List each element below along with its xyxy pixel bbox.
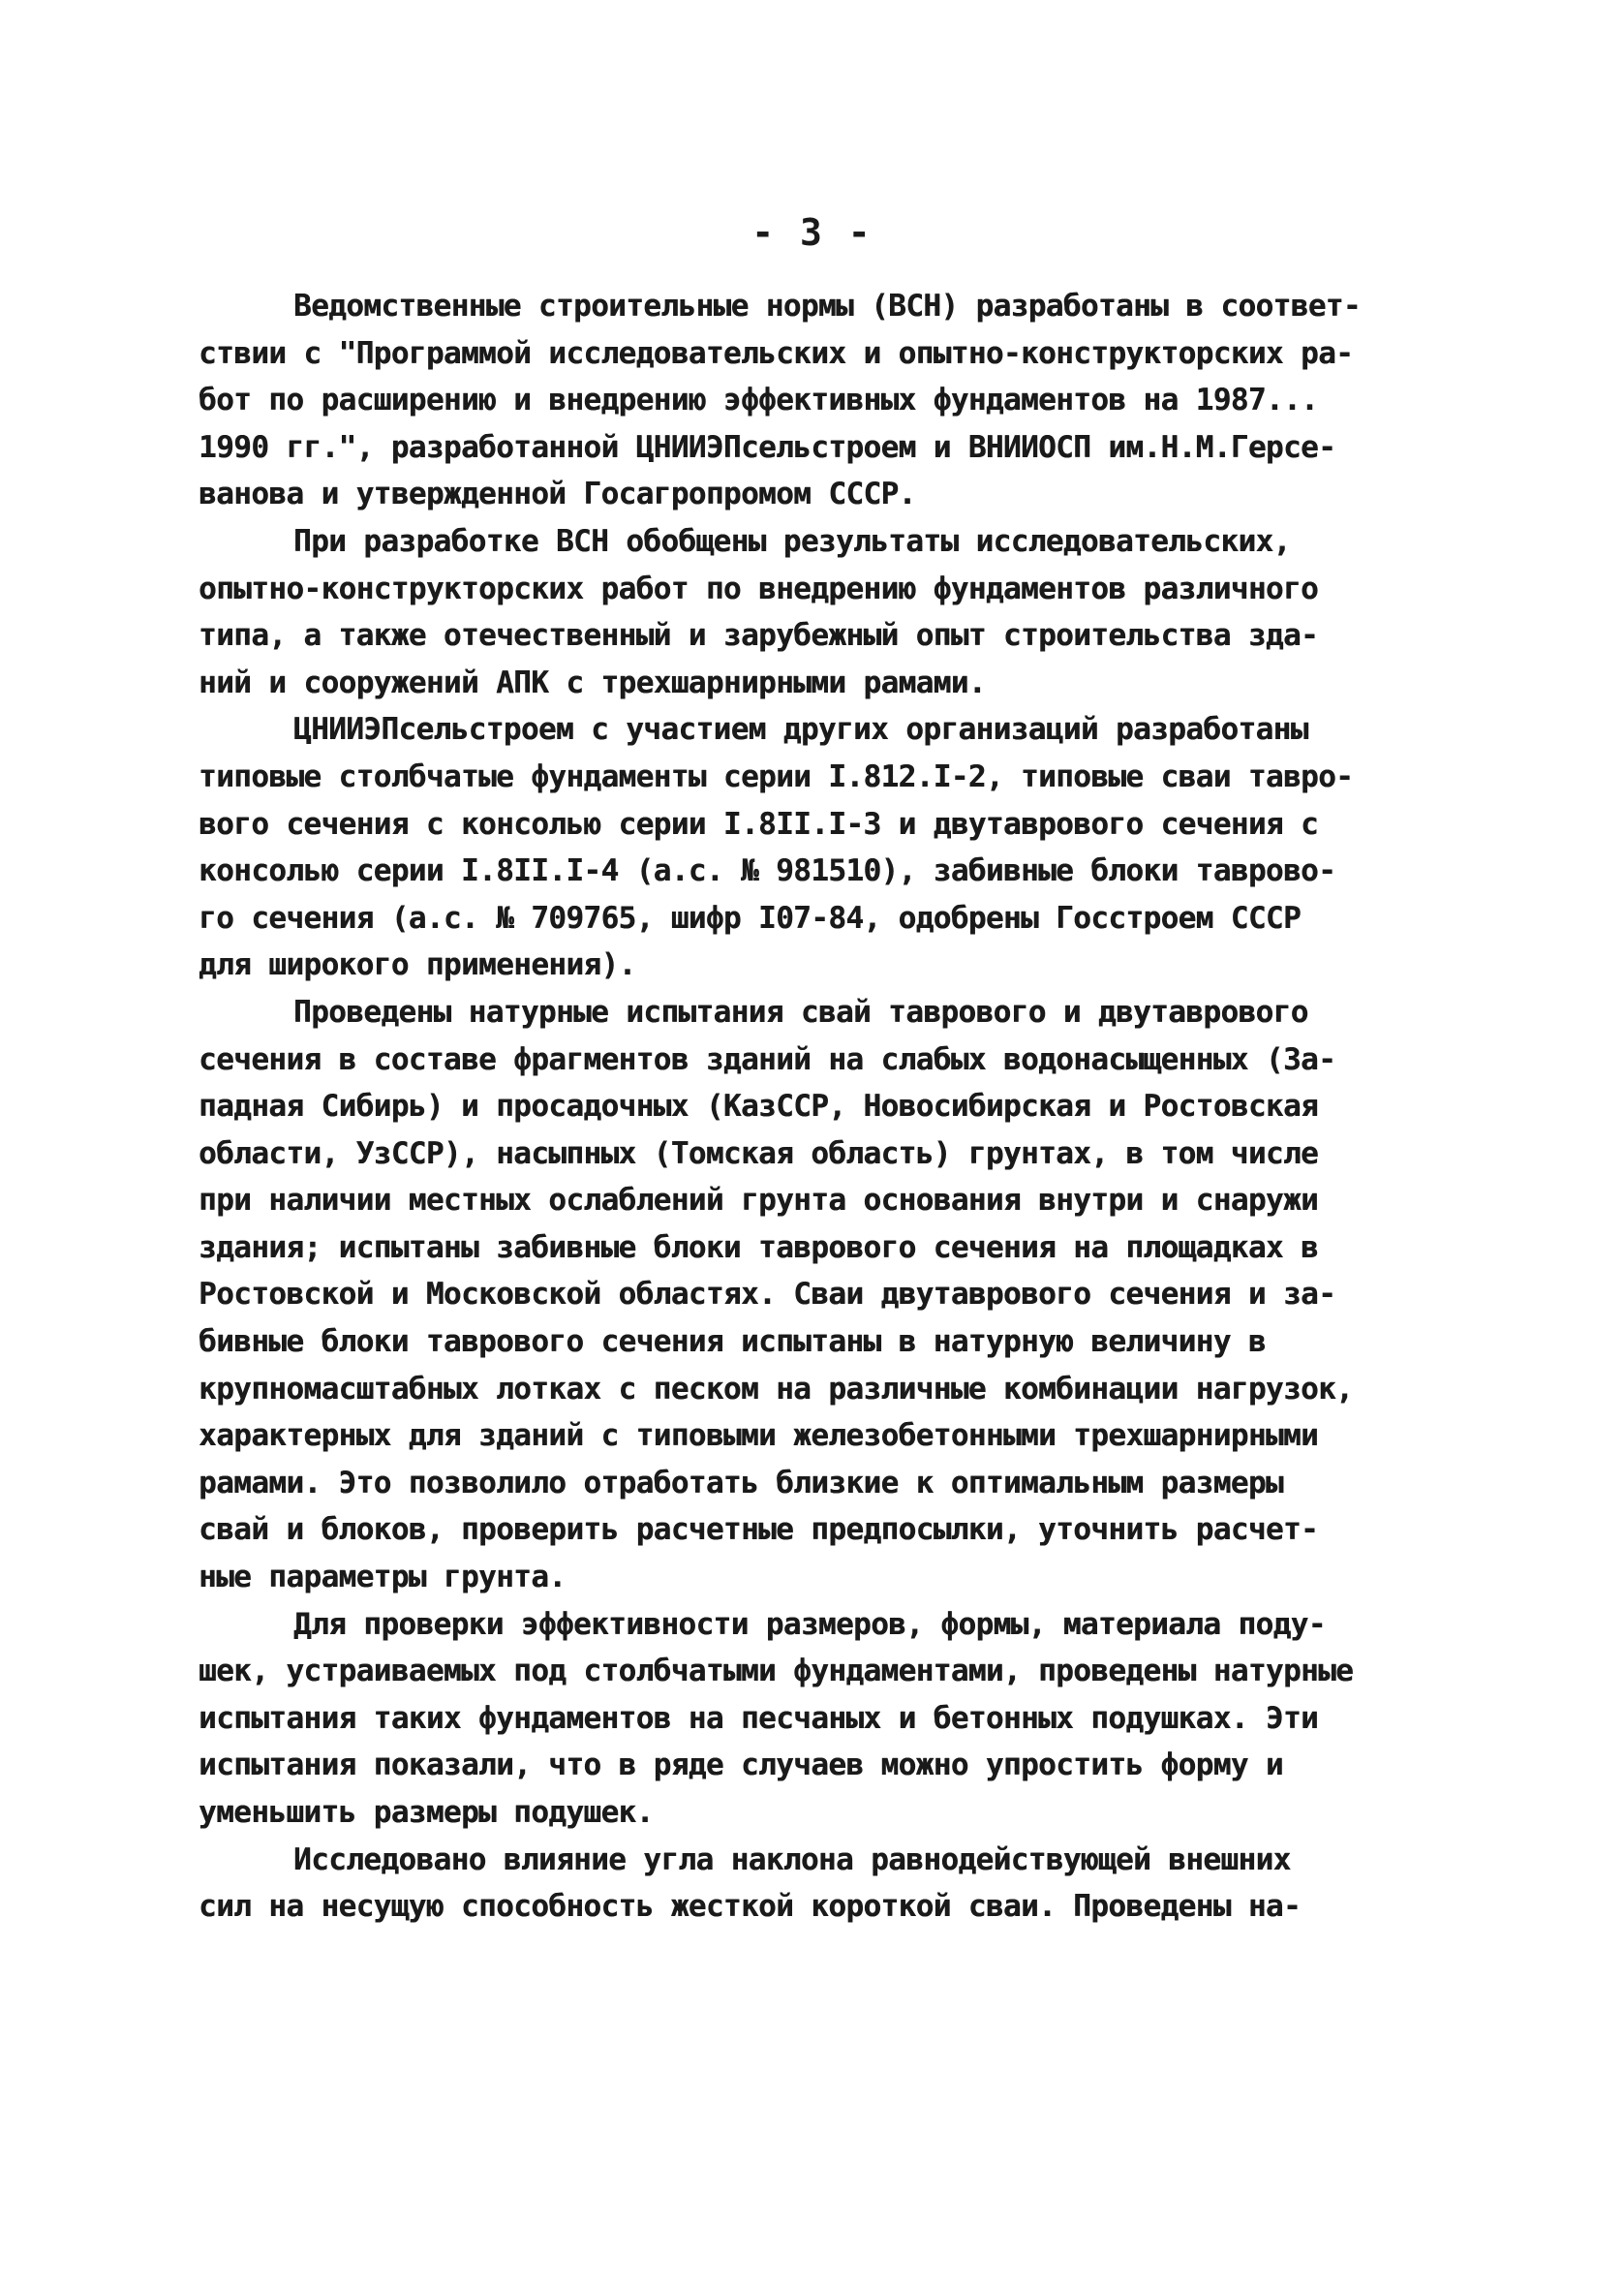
paragraph (199, 283, 1457, 518)
text-line: рамами. Это позволило отработать близкие к оптимальным размеры (199, 1465, 1283, 1500)
text-line: При разработке ВСН обобщены результаты исследовательских, (293, 523, 1291, 559)
paragraph (199, 1601, 1457, 1837)
text-line: Ростовской и Московской областях. Сваи двутаврового сечения и за- (199, 1277, 1336, 1313)
text-line: характерных для зданий с типовыми железобетонными трехшарнирными (199, 1418, 1319, 1454)
paragraph (199, 706, 1457, 989)
text-line: опытно-конструкторских работ по внедрению фундаментов различного (199, 571, 1319, 606)
text-line: сил на несущую способность жесткой короткой сваи. Проведены на- (199, 1889, 1302, 1925)
paragraph (199, 518, 1457, 706)
text-line: здания; испытаны забивные блоки таврового сечения на площадках в (199, 1229, 1319, 1265)
text-line: 1990 гг.", разработанной ЦНИИЭПсельстроем и ВНИИОСП им.Н.М.Герсе- (199, 429, 1336, 465)
text-line: области, УзССР), насыпных (Томская область) грунтах, в том числе (199, 1135, 1319, 1171)
text-line: го сечения (а.с. № 709765, шифр I07-84, одобрены Госстроем СССР (199, 900, 1302, 936)
text-line: уменьшить размеры подушек. (199, 1795, 654, 1830)
text-line: шек, устраиваемых под столбчатыми фундаментами, проведены натурные (199, 1654, 1354, 1689)
text-line: Исследовано влияние угла наклона равнодействующей внешних (293, 1841, 1291, 1877)
text-line: ЦНИИЭПсельстроем с участием других организаций разработаны (293, 712, 1308, 748)
text-line: падная Сибирь) и просадочных (КазССР, Новосибирская и Ростовская (199, 1089, 1319, 1125)
text-line: типа, а также отечественный и зарубежный опыт строительства зда- (199, 618, 1319, 654)
text-line: крупномасштабных лотках с песком на различные комбинации нагрузок, (199, 1371, 1354, 1407)
text-line: Ведомственные строительные нормы (ВСН) разработаны в соответ- (293, 289, 1361, 324)
text-line: ний и сооружений АПК с трехшарнирными рамами. (199, 665, 986, 700)
text-line: для широкого применения). (199, 947, 636, 983)
text-line: испытания показали, что в ряде случаев можно упростить форму и (199, 1748, 1283, 1783)
text-line: типовые столбчатые фундаменты серии I.812.I-2, типовые сваи тавро- (199, 758, 1354, 794)
text-line: бот по расширению и внедрению эффективных фундаментов на 1987... (199, 383, 1319, 418)
text-line: сечения в составе фрагментов зданий на слабых водонасыщенных (За- (199, 1041, 1336, 1077)
page-number: - 3 - (751, 211, 873, 254)
paragraph (199, 1837, 1457, 1931)
text-line: ванова и утвержденной Госагропромом СССР. (199, 477, 916, 512)
text-line: Для проверки эффективности размеров, формы, материала поду- (293, 1606, 1326, 1642)
text-line: свай и блоков, проверить расчетные предпосылки, уточнить расчет- (199, 1512, 1319, 1548)
text-line: вого сечения с консолью серии I.8II.I-3 и двутаврового сечения с (199, 806, 1319, 842)
text-line: ные параметры грунта. (199, 1560, 567, 1595)
text-line: консолью серии I.8II.I-4 (а.с. № 981510), забивные блоки таврово- (199, 853, 1336, 889)
text-line: Проведены натурные испытания свай таврового и двутаврового (293, 994, 1308, 1030)
text-line: испытания таких фундаментов на песчаных и бетонных подушках. Эти (199, 1700, 1319, 1736)
text-line: ствии с "Программой исследовательских и опытно-конструкторских ра- (199, 335, 1354, 371)
paragraph (199, 989, 1457, 1601)
body-text (199, 283, 1457, 1931)
text-line: при наличии местных ослаблений грунта основания внутри и снаружи (199, 1183, 1319, 1219)
text-line: бивные блоки таврового сечения испытаны в натурную величину в (199, 1324, 1266, 1360)
